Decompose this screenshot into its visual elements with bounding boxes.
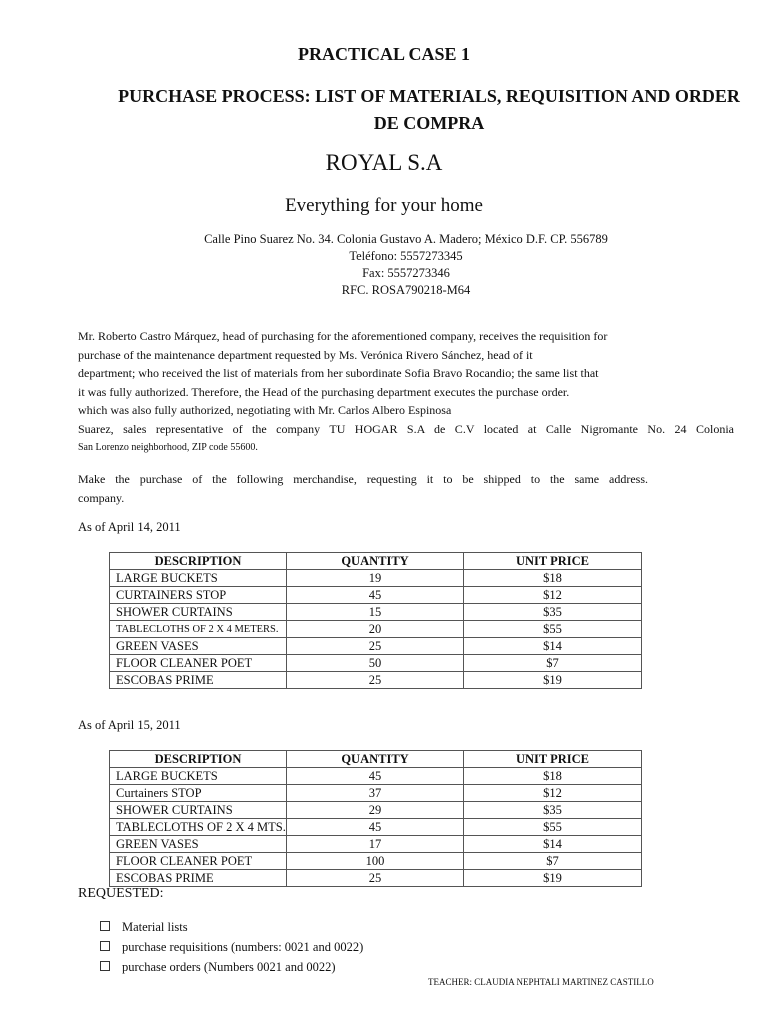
address-fax: Fax: 5557273346 — [362, 266, 450, 280]
cell-quantity: 25 — [287, 870, 464, 887]
intro-line: purchase of the maintenance department requested by Ms. Verónica Rivero Sánchez, head of it — [78, 347, 533, 362]
cell-description: TABLECLOTHS OF 2 X 4 MTS. — [110, 819, 287, 836]
table-row — [110, 570, 642, 587]
cell-unit-price: $35 — [464, 802, 642, 819]
cell-description: SHOWER CURTAINS — [110, 604, 287, 621]
cell-quantity: 37 — [287, 785, 464, 802]
cell-unit-price: $12 — [464, 587, 642, 604]
column-header-unit-price: UNIT PRICE — [464, 553, 642, 570]
address-phone: Teléfono: 5557273345 — [349, 249, 463, 263]
table-header-row — [110, 751, 642, 768]
column-header-description: DESCRIPTION — [110, 553, 287, 570]
table-row — [110, 604, 642, 621]
intro-line: Mr. Roberto Castro Márquez, head of purchasing for the aforementioned company, receives the requisition for — [78, 329, 608, 343]
table-row — [110, 638, 642, 655]
cell-description: Curtainers STOP — [110, 785, 287, 802]
cell-description: SHOWER CURTAINS — [110, 802, 287, 819]
cell-description: LARGE BUCKETS — [110, 768, 287, 785]
company-address-block — [22, 231, 768, 299]
cell-description: LARGE BUCKETS — [110, 570, 287, 587]
cell-unit-price: $19 — [464, 870, 642, 887]
cell-description: ESCOBAS PRIME — [110, 870, 287, 887]
intro-line: it was fully authorized. Therefore, the Head of the purchasing department executes the purchase order. — [78, 384, 570, 399]
materials-table-april-14 — [109, 552, 642, 689]
company-slogan: Everything for your home — [285, 195, 483, 216]
list-item-label: purchase requisitions (numbers: 0021 and 0022) — [122, 940, 364, 954]
requested-list — [100, 917, 363, 977]
process-title-line2: DE COMPRA — [373, 113, 485, 133]
table-row — [110, 853, 642, 870]
intro-line: which was also fully authorized, negotiating with Mr. Carlos Albero Espinosa — [78, 403, 452, 418]
address-street: Calle Pino Suarez No. 34. Colonia Gustavo A. Madero; México D.F. CP. 556789 — [204, 232, 608, 246]
process-title — [70, 83, 768, 137]
cell-description: GREEN VASES — [110, 836, 287, 853]
table-row — [110, 819, 642, 836]
cell-description: FLOOR CLEANER POET — [110, 655, 287, 672]
instruction-line: Make the purchase of the following merchandise, requesting it to be shipped to the same address. — [78, 472, 648, 486]
cell-unit-price: $19 — [464, 672, 642, 689]
table-header-row — [110, 553, 642, 570]
cell-unit-price: $7 — [464, 853, 642, 870]
list-item — [100, 937, 363, 957]
cell-quantity: 45 — [287, 819, 464, 836]
table-row — [110, 870, 642, 887]
cell-quantity: 45 — [287, 587, 464, 604]
cell-quantity: 50 — [287, 655, 464, 672]
checkbox-icon — [100, 921, 110, 931]
cell-quantity: 17 — [287, 836, 464, 853]
cell-quantity: 25 — [287, 672, 464, 689]
teacher-name: TEACHER: CLAUDIA NEPHTALI MARTINEZ CASTILLO — [428, 977, 654, 987]
column-header-unit-price: UNIT PRICE — [464, 751, 642, 768]
cell-description: TABLECLOTHS OF 2 X 4 METERS. — [110, 621, 287, 638]
intro-paragraph — [78, 327, 734, 457]
table-row — [110, 802, 642, 819]
table-row — [110, 587, 642, 604]
cell-unit-price: $35 — [464, 604, 642, 621]
cell-quantity: 25 — [287, 638, 464, 655]
intro-line: Suarez, sales representative of the company TU HOGAR S.A de C.V located at Calle Nigromante No. 24 Colonia — [78, 421, 734, 436]
cell-unit-price: $14 — [464, 638, 642, 655]
checkbox-icon — [100, 941, 110, 951]
table-row — [110, 672, 642, 689]
list-item — [100, 917, 363, 937]
case-title: PRACTICAL CASE 1 — [297, 44, 471, 64]
requested-label: REQUESTED: — [78, 886, 164, 901]
process-title-line1: PURCHASE PROCESS: LIST OF MATERIALS, REQUISITION AND ORDER — [118, 86, 740, 106]
list-item — [100, 957, 363, 977]
cell-quantity: 15 — [287, 604, 464, 621]
intro-line: San Lorenzo neighborhood, ZIP code 55600. — [78, 441, 258, 453]
intro-line: department; who received the list of materials from her subordinate Sofia Bravo Rocandio; the same list that — [78, 366, 599, 381]
instruction-line: company. — [78, 490, 125, 505]
cell-description: GREEN VASES — [110, 638, 287, 655]
table2-date: As of April 15, 2011 — [78, 718, 181, 732]
cell-unit-price: $18 — [464, 570, 642, 587]
company-name: ROYAL S.A — [325, 150, 443, 175]
table1-date: As of April 14, 2011 — [78, 520, 181, 534]
address-rfc: RFC. ROSA790218-M64 — [341, 283, 471, 297]
table-row — [110, 655, 642, 672]
column-header-quantity: QUANTITY — [287, 751, 464, 768]
cell-quantity: 100 — [287, 853, 464, 870]
cell-quantity: 29 — [287, 802, 464, 819]
table-row — [110, 785, 642, 802]
column-header-description: DESCRIPTION — [110, 751, 287, 768]
list-item-label: purchase orders (Numbers 0021 and 0022) — [122, 960, 336, 974]
cell-quantity: 19 — [287, 570, 464, 587]
cell-unit-price: $12 — [464, 785, 642, 802]
cell-quantity: 45 — [287, 768, 464, 785]
list-item-label: Material lists — [122, 920, 188, 934]
cell-unit-price: $55 — [464, 819, 642, 836]
column-header-quantity: QUANTITY — [287, 553, 464, 570]
cell-unit-price: $18 — [464, 768, 642, 785]
table-row — [110, 621, 642, 638]
materials-table-april-15 — [109, 750, 642, 887]
cell-unit-price: $14 — [464, 836, 642, 853]
cell-unit-price: $7 — [464, 655, 642, 672]
instruction-paragraph — [78, 470, 648, 507]
cell-description: CURTAINERS STOP — [110, 587, 287, 604]
table-row — [110, 836, 642, 853]
checkbox-icon — [100, 961, 110, 971]
cell-unit-price: $55 — [464, 621, 642, 638]
table-row — [110, 768, 642, 785]
cell-quantity: 20 — [287, 621, 464, 638]
cell-description: FLOOR CLEANER POET — [110, 853, 287, 870]
cell-description: ESCOBAS PRIME — [110, 672, 287, 689]
